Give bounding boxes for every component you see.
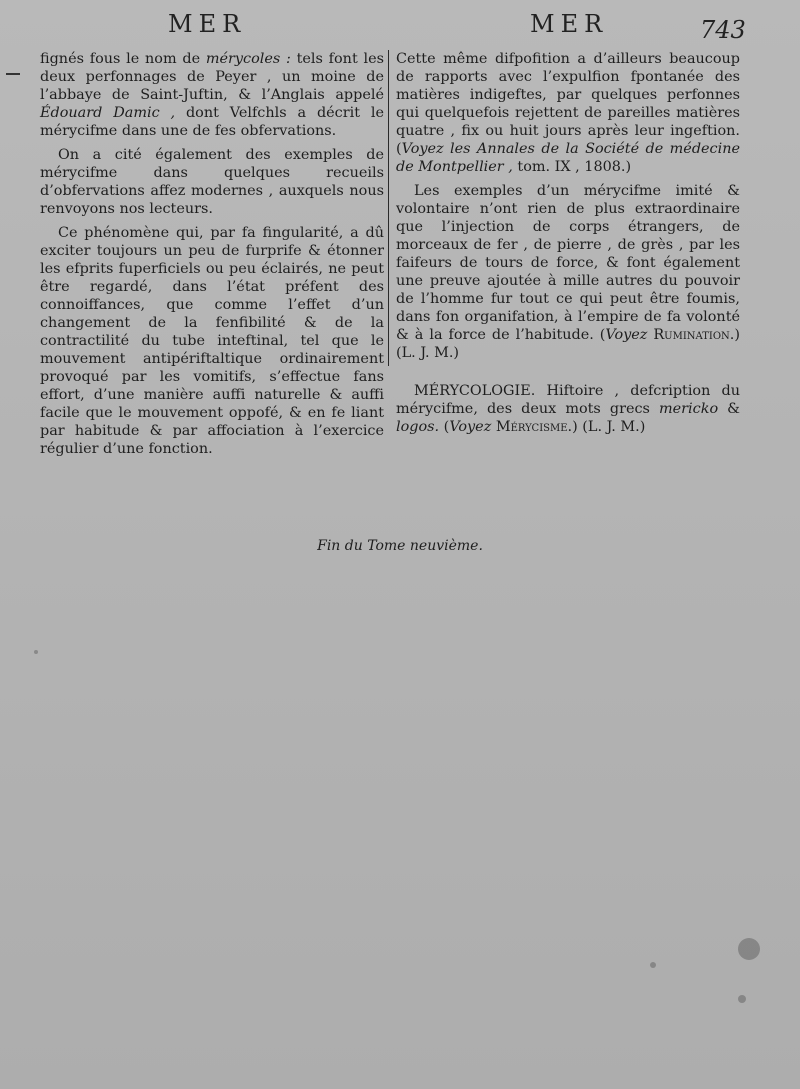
paper-spot xyxy=(738,938,760,960)
article-merycologie: MÉRYCOLOGIE. Hiftoire , defcription du mérycifme, des deux mots grecs mericko & logos. (Voyez Mérycisme.) (L. J. M.) xyxy=(396,383,740,435)
margin-mark xyxy=(6,73,20,75)
paper-spot xyxy=(650,962,656,968)
page-number: 743 xyxy=(700,16,746,44)
right-paragraph-2: Les exemples d’un mérycifme imité & volontaire n’ont rien de plus extraordinaire que l’injection de corps étrangers, de morceaux de fer , de pierre , de grès , par les faifeurs de tours de force, & font également une preuve ajoutée à mille autres du pouvoir de l’homme fur tout ce qui peut être foumis, dans fon organifation, à l’empire de fa volonté & à la force de l’habitude. (Voyez Rumination.) (L. J. M.) xyxy=(396,183,740,361)
running-head-right: MER xyxy=(530,10,609,38)
right-paragraph-1: Cette même difpofition a d’ailleurs beaucoup de rapports avec l’expulfion fpontanée des matières indigeftes, par quelques perfonnes qui quelquefois rejettent de pareilles matières quatre , fix ou huit jours après leur ingeftion. (Voyez les Annales de la Société de médecine de Montpellier , tom. IX , 1808.) xyxy=(396,51,740,175)
left-paragraph-2: On a cité également des exemples de mérycifme dans quelques recueils d’obfervations affez modernes , auxquels nous renvoyons nos lecteurs. xyxy=(40,147,384,217)
paper-spot xyxy=(34,650,38,654)
left-paragraph-3: Ce phénomène qui, par fa fingularité, a dû exciter toujours un peu de furprife & étonner les efprits fuperficiels ou peu éclairés, ne peut être regardé, dans l’état préfent des connoiffances, que comme l’effet d’un changement de la fenfibilité & de la contractilité du tube inteftinal, tel que le mouvement antipériftaltique ordinairement provoqué par les vomitifs, s’effectue fans effort, d’une manière auffi naturelle & auffi facile que le mouvement oppofé, & en fe liant par habitude & par affociation à l’exercice régulier d’une fonction. xyxy=(40,225,384,457)
end-of-volume-note: Fin du Tome neuvième. xyxy=(317,538,483,554)
right-column xyxy=(396,50,740,436)
running-head-left: MER xyxy=(168,10,247,38)
headword: MÉRYCOLOGIE. xyxy=(414,383,536,399)
left-column xyxy=(40,50,384,458)
left-paragraph-1: fignés fous le nom de mérycoles : tels font les deux perfonnages de Peyer , un moine de l’abbaye de Saint-Juftin, & l’Anglais appelé Édouard Damic , dont Velfchls a décrit le mérycifme dans une de fes obfervations. xyxy=(40,51,385,139)
paper-spot xyxy=(738,995,746,1003)
column-divider xyxy=(388,50,389,366)
